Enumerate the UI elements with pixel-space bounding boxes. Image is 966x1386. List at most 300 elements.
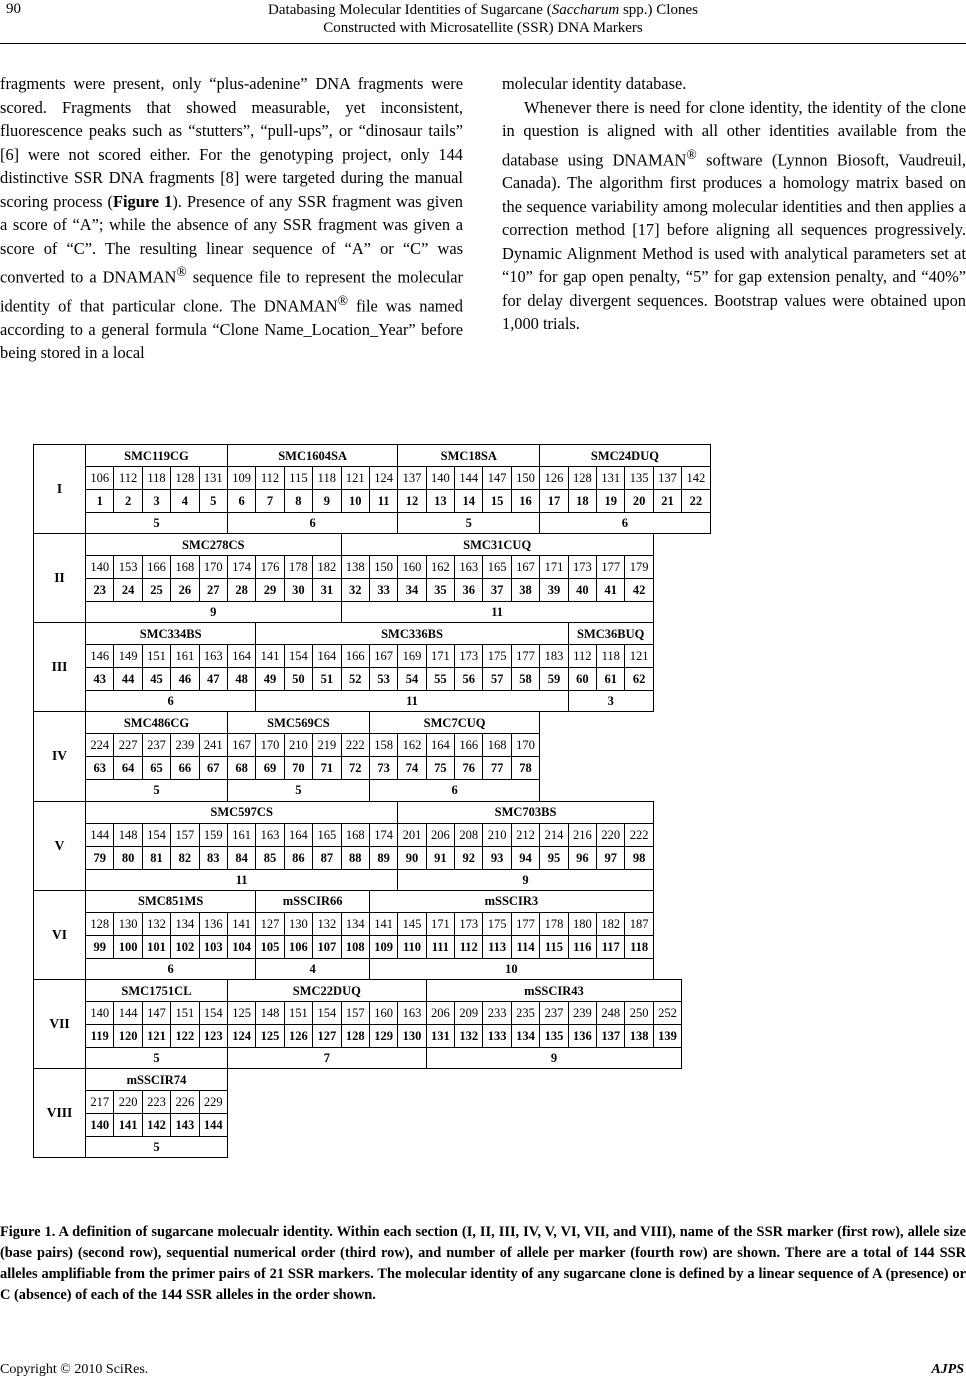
allele-order: 18 <box>568 490 596 513</box>
allele-count: 5 <box>86 513 228 534</box>
marker-name: SMC18SA <box>398 445 540 467</box>
allele-order: 99 <box>86 935 114 958</box>
allele-size: 212 <box>511 823 539 846</box>
allele-order: 4 <box>171 490 199 513</box>
body-text: ). Presence of any SSR fragment was given a score of “A”; while the absence of any SSR fragment was given a score of “C”. The resulting linear sequence of “A” or “C” was converted to a DNAMAN <box>0 191 463 287</box>
allele-order: 103 <box>199 935 227 958</box>
allele-order: 57 <box>483 668 511 691</box>
allele-size: 124 <box>369 467 397 490</box>
allele-size: 173 <box>455 912 483 935</box>
header-rule <box>0 43 966 44</box>
table-row <box>34 445 938 467</box>
allele-size: 162 <box>426 556 454 579</box>
allele-count: 5 <box>86 1048 228 1069</box>
allele-order: 129 <box>369 1025 397 1048</box>
molecular-identity-table <box>33 444 937 1158</box>
allele-order: 66 <box>171 757 199 780</box>
journal-name: AJPS <box>931 1362 964 1377</box>
table-row <box>34 490 938 513</box>
allele-size: 141 <box>227 912 255 935</box>
figure-caption: Figure 1. A definition of sugarcane molecualr identity. Within each section (I, II, III, IV, V, VI, VII, and VIII), name of the SSR marker (first row), allele size (base pairs) (second row), sequential numerical order (third row), and number of allele per marker (fourth row) are shown. There are a total of 144 SSR alleles amplifiable from the primer pairs of 21 SSR markers. The molecular identity of any sugarcane clone is defined by a linear sequence of A (presence) or C (absence) of each of the 144 SSR alleles in the order shown. <box>0 1224 966 1303</box>
allele-size: 150 <box>511 467 539 490</box>
allele-size: 177 <box>511 912 539 935</box>
allele-order: 108 <box>341 935 369 958</box>
allele-order: 113 <box>483 935 511 958</box>
allele-order: 37 <box>483 579 511 602</box>
allele-order: 67 <box>199 757 227 780</box>
allele-size: 150 <box>369 556 397 579</box>
body-paragraph <box>502 96 966 336</box>
running-title-genus: Saccharum <box>551 2 620 18</box>
body-column-left <box>0 72 463 365</box>
allele-size: 127 <box>256 912 284 935</box>
allele-order: 69 <box>256 757 284 780</box>
allele-size: 141 <box>369 912 397 935</box>
allele-order: 32 <box>341 579 369 602</box>
allele-count: 6 <box>369 780 539 802</box>
table-row <box>34 668 938 691</box>
allele-order: 46 <box>171 668 199 691</box>
table-row <box>34 1069 938 1091</box>
table-blank <box>227 1091 937 1114</box>
allele-order: 5 <box>199 490 227 513</box>
body-text: fragments were present, only “plus-adenine” DNA fragments were scored. Fragments that showed measurable, yet inconsistent, fluorescence peaks such as “stutters”, “pull-ups”, or “dinosaur tails” [6] were not scored either. For the genotyping project, only 144 distinctive SSR DNA fragments [8] were targeted during the manual scoring process ( <box>0 74 463 211</box>
allele-order: 127 <box>313 1025 341 1048</box>
allele-size: 235 <box>511 1002 539 1025</box>
allele-count: 6 <box>86 958 256 980</box>
allele-size: 187 <box>625 912 653 935</box>
allele-size: 174 <box>369 823 397 846</box>
allele-order: 30 <box>284 579 312 602</box>
allele-order: 9 <box>313 490 341 513</box>
marker-name: SMC22DUQ <box>227 980 426 1002</box>
allele-size: 144 <box>455 467 483 490</box>
allele-order: 3 <box>142 490 170 513</box>
allele-size: 166 <box>341 645 369 668</box>
table-row <box>34 602 938 623</box>
allele-order: 93 <box>483 846 511 869</box>
table-blank <box>653 869 937 890</box>
table-blank <box>653 823 937 846</box>
allele-order: 101 <box>142 935 170 958</box>
table-blank <box>653 691 937 712</box>
allele-size: 147 <box>483 467 511 490</box>
running-title-part: spp.) Clones <box>619 2 698 18</box>
allele-order: 59 <box>540 668 568 691</box>
allele-order: 76 <box>455 757 483 780</box>
table-row <box>34 734 938 757</box>
table-row <box>34 869 938 890</box>
allele-order: 48 <box>227 668 255 691</box>
body-column-right <box>502 72 966 336</box>
table-row <box>34 534 938 556</box>
allele-order: 14 <box>455 490 483 513</box>
registered-mark: ® <box>337 292 348 308</box>
allele-size: 161 <box>171 645 199 668</box>
allele-size: 118 <box>313 467 341 490</box>
section-label: II <box>34 534 86 623</box>
allele-order: 117 <box>597 935 625 958</box>
allele-order: 82 <box>171 846 199 869</box>
table-blank <box>653 846 937 869</box>
table-blank <box>653 912 937 935</box>
allele-size: 229 <box>199 1091 227 1114</box>
allele-size: 121 <box>625 645 653 668</box>
allele-order: 128 <box>341 1025 369 1048</box>
allele-order: 36 <box>455 579 483 602</box>
allele-order: 62 <box>625 668 653 691</box>
allele-size: 217 <box>86 1091 114 1114</box>
allele-size: 171 <box>540 556 568 579</box>
allele-size: 160 <box>369 1002 397 1025</box>
allele-order: 29 <box>256 579 284 602</box>
allele-count: 5 <box>398 513 540 534</box>
allele-size: 164 <box>227 645 255 668</box>
allele-size: 250 <box>625 1002 653 1025</box>
allele-order: 39 <box>540 579 568 602</box>
marker-name: SMC1604SA <box>227 445 397 467</box>
allele-size: 239 <box>568 1002 596 1025</box>
allele-size: 182 <box>313 556 341 579</box>
table-row <box>34 958 938 980</box>
registered-mark: ® <box>686 146 697 162</box>
allele-order: 102 <box>171 935 199 958</box>
allele-order: 87 <box>313 846 341 869</box>
allele-size: 163 <box>455 556 483 579</box>
allele-size: 223 <box>142 1091 170 1114</box>
allele-order: 17 <box>540 490 568 513</box>
allele-size: 140 <box>426 467 454 490</box>
allele-order: 141 <box>114 1114 142 1137</box>
allele-order: 97 <box>597 846 625 869</box>
table-blank <box>682 1002 938 1025</box>
allele-order: 118 <box>625 935 653 958</box>
allele-order: 58 <box>511 668 539 691</box>
allele-size: 144 <box>86 823 114 846</box>
allele-order: 7 <box>256 490 284 513</box>
allele-order: 44 <box>114 668 142 691</box>
allele-order: 130 <box>398 1025 426 1048</box>
allele-order: 50 <box>284 668 312 691</box>
table-row <box>34 935 938 958</box>
allele-count: 9 <box>86 602 342 623</box>
allele-order: 131 <box>426 1025 454 1048</box>
allele-size: 206 <box>426 823 454 846</box>
allele-order: 40 <box>568 579 596 602</box>
allele-size: 164 <box>284 823 312 846</box>
allele-size: 149 <box>114 645 142 668</box>
marker-name: SMC336BS <box>256 623 568 645</box>
allele-size: 154 <box>284 645 312 668</box>
allele-size: 118 <box>597 645 625 668</box>
allele-order: 72 <box>341 757 369 780</box>
allele-size: 164 <box>426 734 454 757</box>
allele-size: 134 <box>171 912 199 935</box>
allele-count: 10 <box>369 958 653 980</box>
body-text: sequence file to represent the molecular identity of that particular clone. The DNAMAN <box>0 267 464 316</box>
allele-size: 131 <box>199 467 227 490</box>
allele-order: 89 <box>369 846 397 869</box>
allele-order: 60 <box>568 668 596 691</box>
table-blank <box>540 712 937 734</box>
running-title-part: Databasing Molecular Identities of Sugarcane ( <box>268 2 552 18</box>
table-row <box>34 579 938 602</box>
allele-size: 128 <box>86 912 114 935</box>
allele-count: 11 <box>86 869 398 890</box>
marker-name: SMC7CUQ <box>369 712 539 734</box>
allele-order: 110 <box>398 935 426 958</box>
figure-reference: Figure 1 <box>112 191 173 211</box>
allele-size: 125 <box>227 1002 255 1025</box>
allele-order: 2 <box>114 490 142 513</box>
allele-size: 164 <box>313 645 341 668</box>
section-label: III <box>34 623 86 712</box>
table-blank <box>653 801 937 823</box>
allele-size: 147 <box>142 1002 170 1025</box>
allele-size: 112 <box>568 645 596 668</box>
allele-order: 15 <box>483 490 511 513</box>
allele-size: 206 <box>426 1002 454 1025</box>
allele-order: 61 <box>597 668 625 691</box>
allele-order: 49 <box>256 668 284 691</box>
allele-order: 34 <box>398 579 426 602</box>
allele-count: 11 <box>256 691 568 712</box>
allele-size: 132 <box>313 912 341 935</box>
marker-name: mSSCIR74 <box>86 1069 228 1091</box>
table-row <box>34 691 938 712</box>
table-row <box>34 890 938 912</box>
allele-size: 165 <box>483 556 511 579</box>
marker-name: SMC1751CL <box>86 980 228 1002</box>
allele-order: 95 <box>540 846 568 869</box>
allele-size: 177 <box>511 645 539 668</box>
allele-size: 131 <box>597 467 625 490</box>
registered-mark: ® <box>176 264 187 279</box>
allele-size: 148 <box>114 823 142 846</box>
allele-order: 84 <box>227 846 255 869</box>
allele-count: 4 <box>256 958 370 980</box>
allele-order: 13 <box>426 490 454 513</box>
table-row <box>34 1137 938 1158</box>
table-row <box>34 980 938 1002</box>
allele-order: 105 <box>256 935 284 958</box>
table-row <box>34 467 938 490</box>
allele-size: 173 <box>455 645 483 668</box>
allele-size: 239 <box>171 734 199 757</box>
allele-order: 26 <box>171 579 199 602</box>
allele-order: 134 <box>511 1025 539 1048</box>
allele-order: 98 <box>625 846 653 869</box>
allele-size: 154 <box>199 1002 227 1025</box>
allele-count: 5 <box>227 780 369 802</box>
allele-order: 86 <box>284 846 312 869</box>
allele-size: 148 <box>256 1002 284 1025</box>
allele-size: 163 <box>256 823 284 846</box>
table-row <box>34 780 938 802</box>
table-row <box>34 1091 938 1114</box>
page-header <box>0 0 966 45</box>
allele-order: 73 <box>369 757 397 780</box>
allele-order: 1 <box>86 490 114 513</box>
allele-order: 125 <box>256 1025 284 1048</box>
table-blank <box>653 668 937 691</box>
allele-order: 80 <box>114 846 142 869</box>
marker-name: SMC24DUQ <box>540 445 710 467</box>
allele-order: 83 <box>199 846 227 869</box>
allele-order: 71 <box>313 757 341 780</box>
allele-order: 52 <box>341 668 369 691</box>
allele-order: 19 <box>597 490 625 513</box>
body-text: file was named according to a general formula “Clone Name_Location_Year” before being stored in a local <box>0 296 463 363</box>
table-blank <box>653 645 937 668</box>
allele-size: 175 <box>483 645 511 668</box>
allele-order: 24 <box>114 579 142 602</box>
allele-count: 9 <box>398 869 654 890</box>
allele-size: 142 <box>682 467 710 490</box>
section-label: VIII <box>34 1069 86 1158</box>
table-row <box>34 712 938 734</box>
table-blank <box>540 757 937 780</box>
allele-order: 22 <box>682 490 710 513</box>
allele-size: 178 <box>540 912 568 935</box>
allele-order: 112 <box>455 935 483 958</box>
allele-order: 111 <box>426 935 454 958</box>
allele-size: 173 <box>568 556 596 579</box>
allele-size: 134 <box>341 912 369 935</box>
allele-order: 79 <box>86 846 114 869</box>
allele-order: 143 <box>171 1114 199 1137</box>
allele-size: 112 <box>114 467 142 490</box>
allele-order: 119 <box>86 1025 114 1048</box>
table-blank <box>682 1025 938 1048</box>
allele-size: 166 <box>142 556 170 579</box>
running-title-line2: Constructed with Microsatellite (SSR) DNA Markers <box>323 20 643 36</box>
allele-size: 220 <box>597 823 625 846</box>
allele-order: 45 <box>142 668 170 691</box>
allele-order: 33 <box>369 579 397 602</box>
allele-size: 175 <box>483 912 511 935</box>
allele-order: 74 <box>398 757 426 780</box>
allele-size: 118 <box>142 467 170 490</box>
table-blank <box>227 1137 937 1158</box>
allele-size: 233 <box>483 1002 511 1025</box>
allele-count: 6 <box>540 513 710 534</box>
allele-size: 171 <box>426 645 454 668</box>
table-row <box>34 757 938 780</box>
allele-count: 9 <box>426 1048 682 1069</box>
allele-size: 177 <box>597 556 625 579</box>
allele-size: 248 <box>597 1002 625 1025</box>
body-text: Whenever there is need for clone identity, the identity of the clone in question is aligned with all other identities available from the database using DNAMAN <box>502 97 966 169</box>
marker-name: SMC119CG <box>86 445 228 467</box>
allele-size: 140 <box>86 556 114 579</box>
allele-order: 53 <box>369 668 397 691</box>
allele-order: 132 <box>455 1025 483 1048</box>
allele-order: 135 <box>540 1025 568 1048</box>
allele-size: 222 <box>625 823 653 846</box>
allele-size: 162 <box>398 734 426 757</box>
allele-size: 167 <box>511 556 539 579</box>
allele-order: 126 <box>284 1025 312 1048</box>
allele-order: 41 <box>597 579 625 602</box>
allele-size: 167 <box>227 734 255 757</box>
allele-order: 106 <box>284 935 312 958</box>
allele-size: 179 <box>625 556 653 579</box>
allele-order: 11 <box>369 490 397 513</box>
allele-size: 168 <box>171 556 199 579</box>
allele-order: 25 <box>142 579 170 602</box>
allele-order: 91 <box>426 846 454 869</box>
marker-name: mSSCIR43 <box>426 980 682 1002</box>
table-row <box>34 823 938 846</box>
marker-name: SMC569CS <box>227 712 369 734</box>
table-row <box>34 1002 938 1025</box>
allele-order: 123 <box>199 1025 227 1048</box>
allele-size: 128 <box>568 467 596 490</box>
allele-order: 27 <box>199 579 227 602</box>
allele-size: 214 <box>540 823 568 846</box>
allele-order: 138 <box>625 1025 653 1048</box>
allele-order: 16 <box>511 490 539 513</box>
table-blank <box>653 890 937 912</box>
allele-size: 141 <box>256 645 284 668</box>
allele-size: 158 <box>369 734 397 757</box>
allele-size: 151 <box>142 645 170 668</box>
allele-order: 107 <box>313 935 341 958</box>
table-blank <box>710 445 937 467</box>
allele-size: 220 <box>114 1091 142 1114</box>
allele-order: 12 <box>398 490 426 513</box>
allele-size: 161 <box>227 823 255 846</box>
allele-size: 140 <box>86 1002 114 1025</box>
allele-order: 85 <box>256 846 284 869</box>
allele-order: 63 <box>86 757 114 780</box>
table-blank <box>710 513 937 534</box>
body-paragraph: molecular identity database. <box>502 74 687 93</box>
copyright-notice: Copyright © 2010 SciRes. <box>0 1362 149 1377</box>
allele-size: 106 <box>86 467 114 490</box>
table-row <box>34 1114 938 1137</box>
allele-size: 210 <box>483 823 511 846</box>
allele-size: 157 <box>341 1002 369 1025</box>
allele-size: 167 <box>369 645 397 668</box>
allele-size: 154 <box>313 1002 341 1025</box>
allele-size: 170 <box>511 734 539 757</box>
allele-order: 142 <box>142 1114 170 1137</box>
allele-size: 137 <box>398 467 426 490</box>
allele-size: 222 <box>341 734 369 757</box>
allele-order: 137 <box>597 1025 625 1048</box>
allele-size: 171 <box>426 912 454 935</box>
allele-size: 183 <box>540 645 568 668</box>
allele-order: 23 <box>86 579 114 602</box>
allele-order: 43 <box>86 668 114 691</box>
allele-size: 128 <box>171 467 199 490</box>
allele-count: 11 <box>341 602 653 623</box>
allele-size: 182 <box>597 912 625 935</box>
allele-size: 112 <box>256 467 284 490</box>
table-blank <box>227 1114 937 1137</box>
allele-size: 159 <box>199 823 227 846</box>
allele-size: 153 <box>114 556 142 579</box>
allele-order: 78 <box>511 757 539 780</box>
allele-order: 139 <box>653 1025 681 1048</box>
allele-size: 157 <box>171 823 199 846</box>
allele-order: 10 <box>341 490 369 513</box>
allele-size: 166 <box>455 734 483 757</box>
table-blank <box>653 935 937 958</box>
section-label: VI <box>34 890 86 980</box>
